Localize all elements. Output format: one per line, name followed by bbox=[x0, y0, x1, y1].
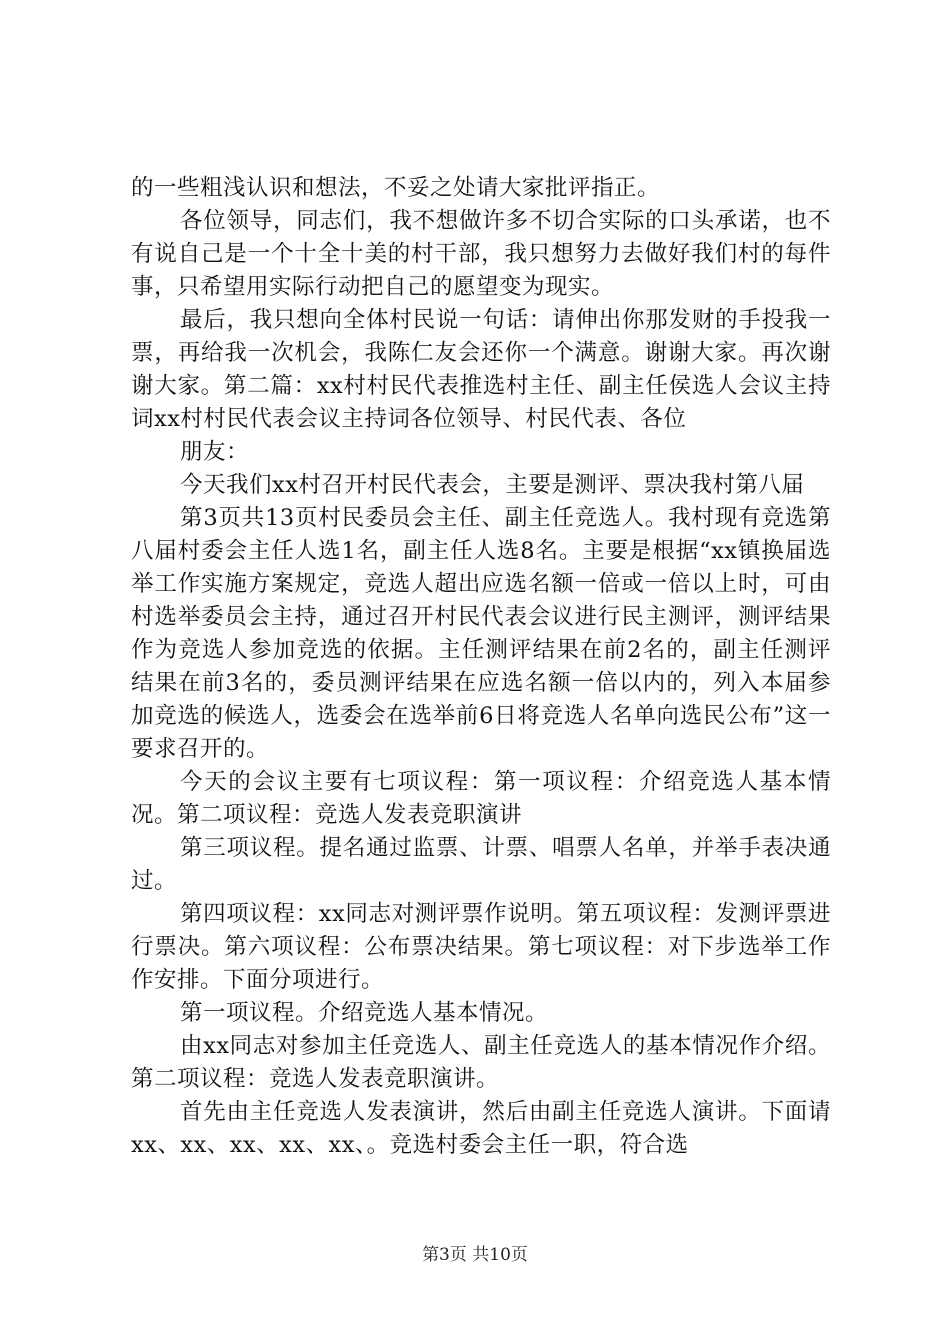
paragraph-3: 最后，我只想向全体村民说一句话：请伸出你那发财的手投我一票，再给我一次机会，我陈仁友会还你一个满意。谢谢大家。再次谢谢大家。第二篇：xx村村民代表推选村主任、副主任侯选人会议主持词xx村村民代表会议主持词各位领导、村民代表、各位 bbox=[131, 307, 831, 432]
page-footer bbox=[0, 1244, 950, 1266]
paragraph-5: 今天我们xx村召开村民代表会，主要是测评、票决我村第八届 bbox=[180, 472, 805, 498]
paragraph-2: 各位领导，同志们，我不想做许多不切合实际的口头承诺，也不有说自己是一个十全十美的村干部，我只想努力去做好我们村的每件事，只希望用实际行动把自己的愿望变为现实。 bbox=[131, 208, 831, 300]
paragraph-7: 今天的会议主要有七项议程：第一项议程：介绍竞选人基本情况。第二项议程：竞选人发表竞职演讲 bbox=[131, 769, 831, 828]
paragraph-10: 第一项议程。介绍竞选人基本情况。 bbox=[180, 1000, 549, 1026]
paragraph-11: 由xx同志对参加主任竞选人、副主任竞选人的基本情况作介绍。第二项议程：竞选人发表竞职演讲。 bbox=[131, 1033, 831, 1092]
document-body bbox=[131, 172, 831, 1162]
paragraph-8: 第三项议程。提名通过监票、计票、唱票人名单，并举手表决通过。 bbox=[131, 835, 831, 894]
paragraph-1: 的一些粗浅认识和想法，不妥之处请大家批评指正。 bbox=[131, 175, 661, 201]
paragraph-12: 首先由主任竞选人发表演讲，然后由副主任竞选人演讲。下面请xx、xx、xx、xx、xx、。竞选村委会主任一职，符合选 bbox=[131, 1099, 831, 1158]
paragraph-9: 第四项议程：xx同志对测评票作说明。第五项议程：发测评票进行票决。第六项议程：公布票决结果。第七项议程：对下步选举工作作安排。下面分项进行。 bbox=[131, 901, 831, 993]
paragraph-4: 朋友： bbox=[180, 439, 250, 465]
page-number-label: 第3页 共10页 bbox=[422, 1245, 528, 1265]
paragraph-6: 第3页共13页村民委员会主任、副主任竞选人。我村现有竞选第八届村委会主任人选1名，副主任人选8名。主要是根据“xx镇换届选举工作实施方案规定，竞选人超出应选名额一倍或一倍以上时，可由村选举委员会主持，通过召开村民代表会议进行民主测评，测评结果作为竞选人参加竞选的依据。主任测评结果在前2名的，副主任测评结果在前3名的，委员测评结果在应选名额一倍以内的，列入本届参加竞选的候选人，选委会在选举前6日将竞选人名单向选民公布”这一要求召开的。 bbox=[131, 505, 831, 762]
